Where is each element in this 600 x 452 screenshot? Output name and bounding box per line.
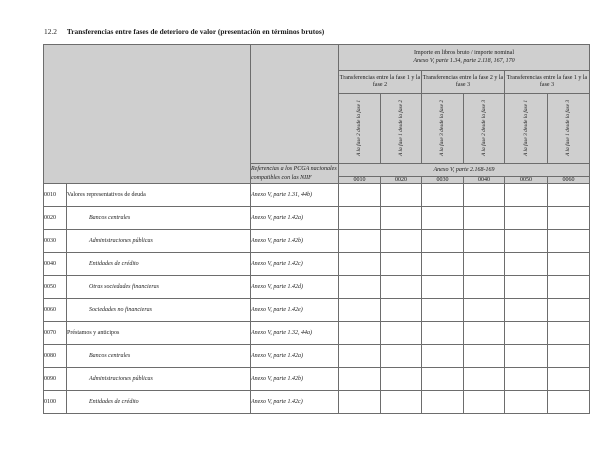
row-label: Otras sociedades financieras bbox=[67, 276, 251, 299]
value-cell[interactable] bbox=[381, 322, 422, 345]
value-cell[interactable] bbox=[422, 276, 464, 299]
value-cell[interactable] bbox=[548, 184, 590, 207]
value-cell[interactable] bbox=[339, 391, 381, 414]
value-cell[interactable] bbox=[422, 230, 464, 253]
value-cell[interactable] bbox=[505, 253, 548, 276]
section-heading: Transferencias entre fases de deterioro de valor (presentación en términos brutos) bbox=[66, 27, 325, 36]
row-reference: Anexo V, parte 1.42a) bbox=[251, 207, 339, 230]
row-reference: Anexo V, parte 1.42a) bbox=[251, 345, 339, 368]
section-title bbox=[44, 27, 324, 36]
value-cell[interactable] bbox=[505, 299, 548, 322]
value-cell[interactable] bbox=[548, 299, 590, 322]
table-row bbox=[44, 184, 590, 207]
value-cell[interactable] bbox=[422, 299, 464, 322]
value-cell[interactable] bbox=[381, 230, 422, 253]
value-cell[interactable] bbox=[339, 276, 381, 299]
measure-header-title: Importe en libros bruto / importe nominal bbox=[414, 50, 514, 56]
value-cell[interactable] bbox=[422, 184, 464, 207]
value-cell[interactable] bbox=[339, 322, 381, 345]
value-cell[interactable] bbox=[422, 207, 464, 230]
row-code: 0070 bbox=[44, 322, 67, 345]
value-cell[interactable] bbox=[548, 322, 590, 345]
vertical-header-0050 bbox=[505, 94, 548, 164]
value-cell[interactable] bbox=[548, 253, 590, 276]
column-code: 0020 bbox=[381, 177, 422, 184]
notes-row: Anexo V, parte 2.168-169 bbox=[339, 164, 590, 177]
value-cell[interactable] bbox=[464, 391, 505, 414]
row-label: Bancos centrales bbox=[67, 345, 251, 368]
row-code: 0060 bbox=[44, 299, 67, 322]
vertical-header-0040 bbox=[464, 94, 505, 164]
value-cell[interactable] bbox=[381, 391, 422, 414]
table-row bbox=[44, 276, 590, 299]
row-label: Entidades de crédito bbox=[67, 253, 251, 276]
vertical-label: A la fase 2 desde la fase 3 bbox=[480, 99, 487, 157]
row-code: 0010 bbox=[44, 184, 67, 207]
vertical-header-0010 bbox=[339, 94, 381, 164]
row-code: 0090 bbox=[44, 368, 67, 391]
value-cell[interactable] bbox=[505, 368, 548, 391]
value-cell[interactable] bbox=[339, 184, 381, 207]
row-label: Bancos centrales bbox=[67, 207, 251, 230]
value-cell[interactable] bbox=[422, 368, 464, 391]
value-cell[interactable] bbox=[381, 345, 422, 368]
value-cell[interactable] bbox=[548, 207, 590, 230]
vertical-header-0030 bbox=[422, 94, 464, 164]
row-reference: Anexo V, parte 1.42b) bbox=[251, 230, 339, 253]
value-cell[interactable] bbox=[505, 391, 548, 414]
table-row bbox=[44, 345, 590, 368]
row-code: 0050 bbox=[44, 276, 67, 299]
value-cell[interactable] bbox=[548, 368, 590, 391]
vertical-header-0020 bbox=[381, 94, 422, 164]
vertical-header-0060 bbox=[548, 94, 590, 164]
value-cell[interactable] bbox=[339, 230, 381, 253]
reference-column-header: Referencias a los PCGA nacionales compatibles con las NIIF bbox=[251, 164, 339, 184]
value-cell[interactable] bbox=[422, 345, 464, 368]
value-cell[interactable] bbox=[381, 207, 422, 230]
value-cell[interactable] bbox=[548, 345, 590, 368]
row-reference: Anexo V, parte 1.31, 44b) bbox=[251, 184, 339, 207]
group-header-1: Transferencias entre la fase 1 y la fase 2 bbox=[339, 71, 422, 94]
value-cell[interactable] bbox=[505, 184, 548, 207]
table-row bbox=[44, 299, 590, 322]
value-cell[interactable] bbox=[548, 276, 590, 299]
row-label: Préstamos y anticipos bbox=[67, 322, 251, 345]
section-number: 12.2 bbox=[44, 27, 57, 36]
value-cell[interactable] bbox=[339, 345, 381, 368]
row-label: Sociedades no financieras bbox=[67, 299, 251, 322]
row-code: 0100 bbox=[44, 391, 67, 414]
vertical-label: A la fase 3 desde la fase 2 bbox=[439, 99, 446, 157]
transfers-table bbox=[43, 44, 590, 414]
value-cell[interactable] bbox=[464, 299, 505, 322]
value-cell[interactable] bbox=[381, 368, 422, 391]
row-reference: Anexo V, parte 1.42c) bbox=[251, 391, 339, 414]
value-cell[interactable] bbox=[464, 253, 505, 276]
column-code: 0010 bbox=[339, 177, 381, 184]
value-cell[interactable] bbox=[505, 276, 548, 299]
group-header-3: Transferencias entre la fase 1 y la fase 3 bbox=[505, 71, 590, 94]
row-reference: Anexo V, parte 1.42b) bbox=[251, 368, 339, 391]
value-cell[interactable] bbox=[464, 322, 505, 345]
value-cell[interactable] bbox=[422, 253, 464, 276]
value-cell[interactable] bbox=[381, 184, 422, 207]
row-label: Valores representativos de deuda bbox=[67, 184, 251, 207]
value-cell[interactable] bbox=[339, 299, 381, 322]
measure-header-reference: Anexo V, parte 1.34, parte 2.118, 167, 170 bbox=[413, 57, 515, 64]
table-row bbox=[44, 253, 590, 276]
column-code: 0060 bbox=[548, 177, 590, 184]
value-cell[interactable] bbox=[464, 207, 505, 230]
value-cell[interactable] bbox=[548, 230, 590, 253]
row-reference: Anexo V, parte 1.42d) bbox=[251, 276, 339, 299]
value-cell[interactable] bbox=[464, 345, 505, 368]
value-cell[interactable] bbox=[381, 276, 422, 299]
table-body bbox=[44, 184, 590, 414]
row-code: 0020 bbox=[44, 207, 67, 230]
column-code: 0050 bbox=[505, 177, 548, 184]
group-header-2: Transferencias entre la fase 2 y la fase 3 bbox=[422, 71, 505, 94]
reference-header-spacer bbox=[251, 45, 339, 164]
vertical-label: A la fase 3 desde la fase 1 bbox=[522, 99, 529, 157]
value-cell[interactable] bbox=[422, 391, 464, 414]
value-cell[interactable] bbox=[464, 368, 505, 391]
row-reference: Anexo V, parte 1.32, 44a) bbox=[251, 322, 339, 345]
value-cell[interactable] bbox=[381, 253, 422, 276]
row-code: 0080 bbox=[44, 345, 67, 368]
vertical-label: A la fase 1 desde la fase 3 bbox=[565, 99, 572, 157]
column-code: 0030 bbox=[422, 177, 464, 184]
row-code: 0040 bbox=[44, 253, 67, 276]
value-cell[interactable] bbox=[339, 368, 381, 391]
value-cell[interactable] bbox=[505, 207, 548, 230]
table-row bbox=[44, 230, 590, 253]
row-label: Administraciones públicas bbox=[67, 230, 251, 253]
row-reference: Anexo V, parte 1.42e) bbox=[251, 299, 339, 322]
value-cell[interactable] bbox=[422, 322, 464, 345]
row-label: Administraciones públicas bbox=[67, 368, 251, 391]
table-row bbox=[44, 391, 590, 414]
value-cell[interactable] bbox=[464, 230, 505, 253]
column-code: 0040 bbox=[464, 177, 505, 184]
corner-cell bbox=[44, 45, 251, 184]
table-row bbox=[44, 207, 590, 230]
table-row bbox=[44, 368, 590, 391]
value-cell[interactable] bbox=[548, 391, 590, 414]
value-cell[interactable] bbox=[464, 276, 505, 299]
vertical-label: A la fase 2 desde la fase 1 bbox=[356, 99, 363, 157]
row-code: 0030 bbox=[44, 230, 67, 253]
measure-header bbox=[339, 45, 590, 71]
value-cell[interactable] bbox=[505, 345, 548, 368]
row-label: Entidades de crédito bbox=[67, 391, 251, 414]
row-reference: Anexo V, parte 1.42c) bbox=[251, 253, 339, 276]
table-row bbox=[44, 322, 590, 345]
value-cell[interactable] bbox=[339, 207, 381, 230]
value-cell[interactable] bbox=[505, 322, 548, 345]
value-cell[interactable] bbox=[339, 253, 381, 276]
value-cell[interactable] bbox=[381, 299, 422, 322]
value-cell[interactable] bbox=[464, 184, 505, 207]
value-cell[interactable] bbox=[505, 230, 548, 253]
vertical-label: A la fase 1 desde la fase 2 bbox=[397, 99, 404, 157]
